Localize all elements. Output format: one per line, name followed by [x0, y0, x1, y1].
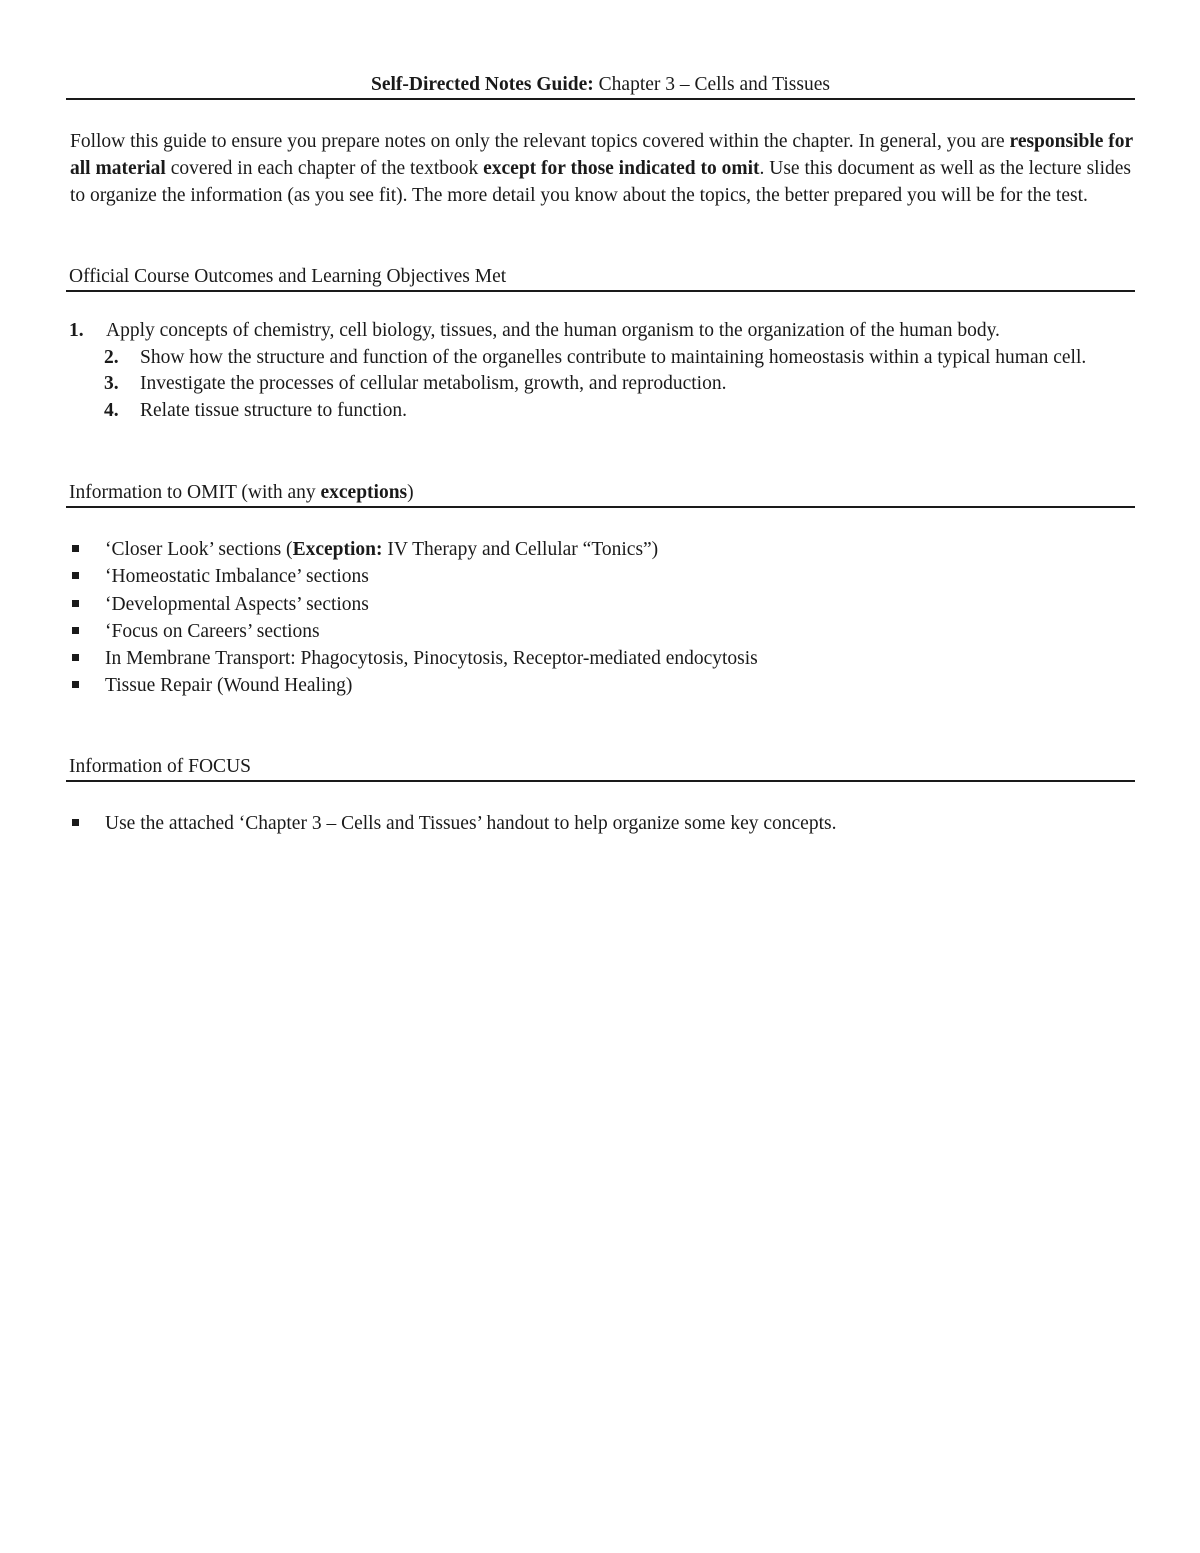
outcomes-heading: Official Course Outcomes and Learning Objectives Met: [69, 266, 507, 287]
omit-heading-end: ): [407, 482, 414, 503]
item-text: ‘Focus on Careers’ sections: [105, 620, 320, 642]
document-title: [66, 72, 1135, 98]
title-rule: [66, 98, 1135, 100]
square-bullet-icon: [72, 627, 79, 634]
list-item: [66, 591, 1135, 618]
list-item: [66, 645, 1135, 672]
list-item: [66, 371, 1135, 398]
intro-text-2: covered in each chapter of the textbook: [165, 158, 484, 179]
list-item: [66, 810, 1135, 837]
intro-bold-1: responsible for all material: [70, 131, 1133, 179]
item-text: Tissue Repair (Wound Healing): [105, 675, 353, 697]
document-page: [66, 72, 1135, 837]
item-text: In Membrane Transport: Phagocytosis, Pinocytosis, Receptor-mediated endocytosis: [105, 648, 758, 670]
focus-list: [66, 810, 1135, 837]
square-bullet-icon: [72, 654, 79, 661]
list-item: [66, 563, 1135, 590]
intro-text-3: . Use this document as well as the lecture slides to organize the information (as you see fit). The more detail you know about the topics, the better prepared you will be for the test.: [70, 158, 1132, 206]
square-bullet-icon: [72, 600, 79, 607]
square-bullet-icon: [72, 545, 79, 552]
item-text: ‘Closer Look’ sections (: [105, 539, 293, 560]
item-text: Apply concepts of chemistry, cell biology, tissues, and the human organism to the organization of the human body.: [106, 320, 1000, 341]
square-bullet-icon: [72, 819, 79, 826]
omit-heading-bold: exceptions: [320, 482, 408, 503]
list-item: [66, 318, 1135, 345]
omit-heading: [69, 480, 1135, 506]
omit-list: [66, 536, 1135, 700]
item-number: 1.: [69, 320, 84, 341]
square-bullet-icon: [72, 572, 79, 579]
title-rest: Chapter 3 – Cells and Tissues: [593, 74, 830, 95]
omit-heading-text: Information to OMIT (with any: [69, 482, 321, 503]
item-number: 4.: [104, 399, 119, 421]
list-item: [66, 345, 1135, 372]
focus-rule: [66, 780, 1135, 782]
outcomes-list: [66, 318, 1135, 424]
list-item: [66, 398, 1135, 425]
item-text: Investigate the processes of cellular metabolism, growth, and reproduction.: [140, 373, 727, 394]
intro-bold-2: except for those indicated to omit: [483, 158, 760, 179]
item-text: Show how the structure and function of the organelles contribute to maintaining homeostasis within a typical human cell.: [140, 346, 1087, 368]
item-text-end: IV Therapy and Cellular “Tonics”): [382, 539, 659, 560]
title-bold: Self-Directed Notes Guide:: [371, 74, 594, 95]
intro-paragraph: [70, 128, 1135, 209]
item-text: ‘Developmental Aspects’ sections: [105, 593, 369, 615]
item-number: 2.: [104, 346, 119, 368]
outcomes-rule: [66, 290, 1135, 292]
item-number: 3.: [104, 373, 119, 394]
omit-rule: [66, 506, 1135, 508]
item-text: Use the attached ‘Chapter 3 – Cells and Tissues’ handout to help organize some key concepts.: [105, 812, 837, 834]
item-text: Relate tissue structure to function.: [140, 399, 407, 421]
intro-text-1: Follow this guide to ensure you prepare notes on only the relevant topics covered within the chapter. In general, you are: [70, 131, 1010, 152]
list-item: [66, 618, 1135, 645]
list-item: [66, 672, 1135, 699]
square-bullet-icon: [72, 681, 79, 688]
item-bold: Exception:: [292, 539, 383, 560]
focus-heading: Information of FOCUS: [69, 755, 251, 777]
item-text: ‘Homeostatic Imbalance’ sections: [105, 566, 369, 588]
list-item: [66, 536, 1135, 563]
